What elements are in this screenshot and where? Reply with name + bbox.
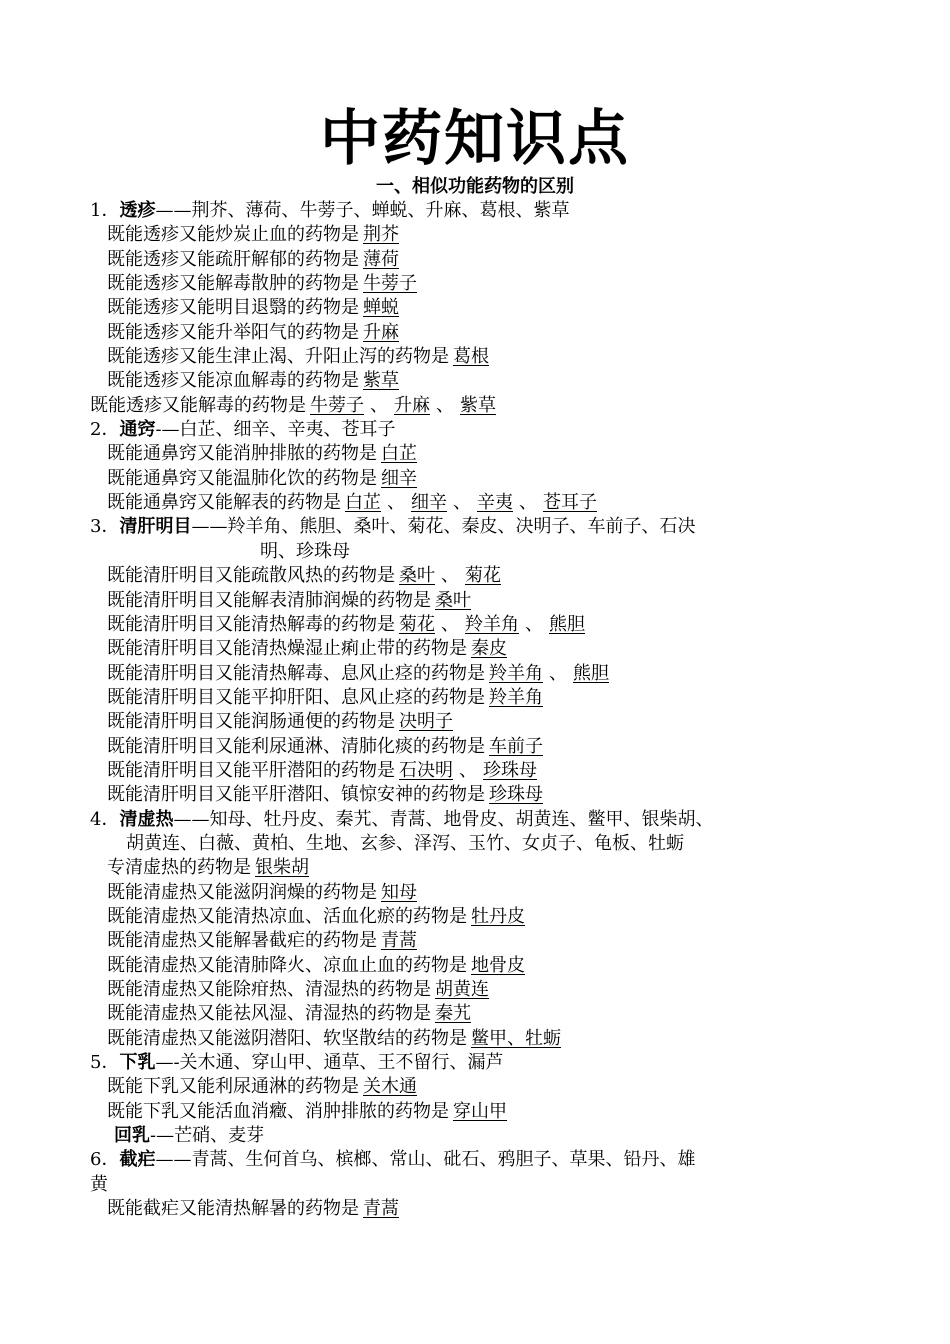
item-heading-6: 6．截疟——青蒿、生何首乌、槟榔、常山、砒石、鸦胆子、草果、铅丹、雄 — [90, 1149, 696, 1171]
question-line: 既能清虚热又能祛风湿、清湿热的药物是 秦艽 — [90, 1002, 880, 1026]
answer-blank: 菊花 — [465, 565, 501, 587]
answer-blank: 鳖甲、牡蛎 — [471, 1027, 561, 1049]
answer-blank: 蝉蜕 — [363, 297, 399, 319]
answer-blank: 关木通 — [363, 1076, 417, 1098]
answer-blank: 薄荷 — [363, 248, 399, 270]
answer-blank: 熊胆 — [549, 613, 585, 635]
question-line: 既能清虚热又能解暑截疟的药物是 青蒿 — [90, 929, 880, 953]
question-line: 既能清虚热又能除疳热、清湿热的药物是 胡黄连 — [90, 978, 880, 1002]
question-line: 既能清肝明目又能疏散风热的药物是 桑叶 、 菊花 — [90, 564, 880, 588]
answer-blank: 辛夷 — [477, 492, 513, 514]
answer-blank: 荆芥 — [363, 224, 399, 246]
question-line: 既能透疹又能炒炭止血的药物是 荆芥 — [90, 223, 880, 247]
question-line: 既能清虚热又能清肺降火、凉血止血的药物是 地骨皮 — [90, 954, 880, 978]
question-line: 专清虚热的药物是 银柴胡 — [90, 856, 880, 880]
answer-blank: 秦皮 — [471, 638, 507, 660]
question-line: 既能清虚热又能滋阴润燥的药物是 知母 — [90, 881, 880, 905]
answer-blank: 细辛 — [411, 492, 447, 514]
question-line: 既能清肝明目又能清热燥湿止痢止带的药物是 秦皮 — [90, 637, 880, 661]
section-heading: 一、相似功能药物的区别 — [376, 176, 574, 197]
answer-blank: 菊花 — [399, 613, 435, 635]
answer-blank: 紫草 — [460, 394, 496, 416]
question-line: 既能清虚热又能清热凉血、活血化瘀的药物是 牡丹皮 — [90, 905, 880, 929]
question-line: 既能透疹又能解毒散肿的药物是 牛蒡子 — [90, 272, 880, 296]
answer-blank: 青蒿 — [381, 930, 417, 952]
answer-blank: 升麻 — [363, 321, 399, 343]
answer-blank: 白芷 — [381, 443, 417, 465]
answer-blank: 石决明 — [399, 759, 453, 781]
question-line: 既能透疹又能凉血解毒的药物是 紫草 — [90, 369, 880, 393]
question-line: 既能通鼻窍又能解表的药物是 白芷 、 细辛 、 辛夷 、 苍耳子 — [90, 491, 880, 515]
heading-continuation: 胡黄连、白薇、黄柏、生地、玄参、泽泻、玉竹、女贞子、龟板、牡蛎 — [126, 832, 684, 854]
answer-blank: 羚羊角 — [489, 686, 543, 708]
answer-blank: 珍珠母 — [489, 784, 543, 806]
answer-blank: 珍珠母 — [483, 759, 537, 781]
question-line: 既能截疟又能清热解暑的药物是 青蒿 — [90, 1197, 880, 1221]
page-title: 中药知识点 — [320, 104, 630, 174]
answer-blank: 穿山甲 — [453, 1100, 507, 1122]
answer-blank: 羚羊角 — [489, 662, 543, 684]
answer-blank: 细辛 — [381, 467, 417, 489]
sub-heading-huiru: 回乳-—芒硝、麦芽 — [114, 1125, 265, 1147]
answer-blank: 银柴胡 — [255, 857, 309, 879]
question-line: 既能下乳又能活血消癥、消肿排脓的药物是 穿山甲 — [90, 1100, 880, 1124]
question-line: 既能透疹又能生津止渴、升阳止泻的药物是 葛根 — [90, 345, 880, 369]
answer-blank: 羚羊角 — [465, 613, 519, 635]
answer-blank: 白芷 — [345, 492, 381, 514]
question-line: 既能清肝明目又能清热解毒、息风止痉的药物是 羚羊角 、 熊胆 — [90, 662, 880, 686]
answer-blank: 牡丹皮 — [471, 905, 525, 927]
answer-blank: 胡黄连 — [435, 979, 489, 1000]
question-line: 既能清肝明目又能平抑肝阳、息风止痉的药物是 羚羊角 — [90, 686, 880, 710]
answer-blank: 秦艽 — [435, 1003, 471, 1025]
answer-blank: 升麻 — [394, 394, 430, 416]
answer-blank: 葛根 — [453, 346, 489, 368]
question-line: 既能清肝明目又能平肝潜阳、镇惊安神的药物是 珍珠母 — [90, 783, 880, 807]
question-line: 既能透疹又能疏肝解郁的药物是 薄荷 — [90, 248, 880, 272]
item-heading-1: 1．透疹——荆芥、薄荷、牛蒡子、蝉蜕、升麻、葛根、紫草 — [90, 200, 570, 221]
question-line: 既能清肝明目又能解表清肺润燥的药物是 桑叶 — [90, 589, 880, 613]
question-line: 既能清肝明目又能润肠通便的药物是 决明子 — [90, 710, 880, 734]
answer-blank: 决明子 — [399, 711, 453, 733]
question-line: 既能通鼻窍又能消肿排脓的药物是 白芷 — [90, 442, 880, 466]
item-heading-4: 4．清虚热——知母、牡丹皮、秦艽、青蒿、地骨皮、胡黄连、鳖甲、银柴胡、 — [90, 808, 714, 830]
question-line: 既能清肝明目又能利尿通淋、清肺化痰的药物是 车前子 — [90, 735, 880, 759]
question-line: 既能透疹又能明目退翳的药物是 蝉蜕 — [90, 296, 880, 320]
document-body — [90, 199, 880, 1221]
heading-continuation: 明、珍珠母 — [260, 540, 350, 562]
answer-blank: 桑叶 — [399, 565, 435, 587]
question-line: 既能清肝明目又能清热解毒的药物是 菊花 、 羚羊角 、 熊胆 — [90, 613, 880, 637]
question-line: 既能清虚热又能滋阴潜阳、软坚散结的药物是 鳖甲、牡蛎 — [90, 1027, 880, 1051]
item-heading-2: 2．通窍-—白芷、细辛、辛夷、苍耳子 — [90, 419, 396, 441]
answer-blank: 熊胆 — [573, 662, 609, 684]
answer-blank: 牛蒡子 — [310, 394, 364, 416]
question-line: 既能通鼻窍又能温肺化饮的药物是 细辛 — [90, 467, 880, 491]
answer-blank: 知母 — [381, 881, 417, 903]
answer-blank: 紫草 — [363, 370, 399, 392]
question-line: 既能清肝明目又能平肝潜阳的药物是 石决明 、 珍珠母 — [90, 759, 880, 783]
question-line: 既能透疹又能升举阳气的药物是 升麻 — [90, 321, 880, 345]
answer-blank: 牛蒡子 — [363, 273, 417, 295]
heading-continuation: 黄 — [90, 1173, 108, 1195]
question-line: 既能下乳又能利尿通淋的药物是 关木通 — [90, 1075, 880, 1099]
answer-blank: 地骨皮 — [471, 954, 525, 976]
item-heading-3: 3．清肝明目——羚羊角、熊胆、桑叶、菊花、秦皮、决明子、车前子、石决 — [90, 516, 696, 538]
item-heading-5: 5．下乳—-关木通、穿山甲、通草、王不留行、漏芦 — [90, 1052, 504, 1074]
answer-blank: 苍耳子 — [543, 492, 597, 514]
question-line: 既能透疹又能解毒的药物是 牛蒡子 、 升麻 、 紫草 — [90, 394, 880, 418]
answer-blank: 车前子 — [489, 735, 543, 757]
answer-blank: 桑叶 — [435, 589, 471, 611]
answer-blank: 青蒿 — [363, 1198, 399, 1220]
